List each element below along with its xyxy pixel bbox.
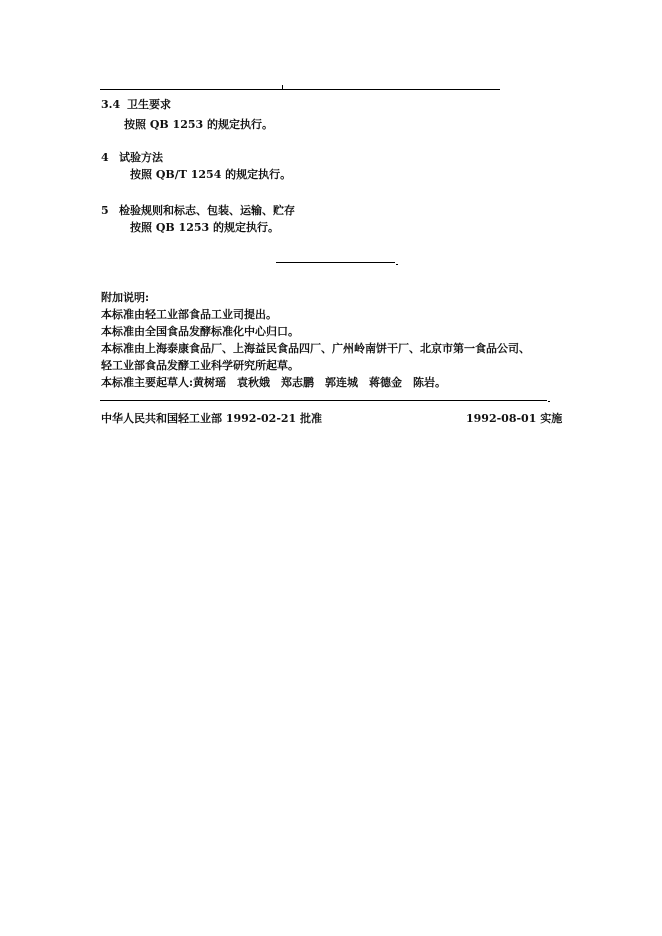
approval-date: 中华人民共和国轻工业部 1992-02-21 批准 [101,412,323,425]
implementation-date: 1992-08-01 实施 [466,412,563,425]
section-title: 检验规则和标志、包装、运输、贮存 [119,204,295,217]
section-body: 按照 QB 1253 的规定执行。 [124,118,273,131]
notes-line: 本标准主要起草人:黄树瑶 袁秋娥 郑志鹏 郭连城 蒋德金 陈岩。 [101,376,447,389]
header-rule [100,89,500,90]
footer-rule [100,400,547,401]
section-number: 3.4 [101,98,121,111]
notes-line: 本标准由轻工业部食品工业司提出。 [101,308,277,321]
notes-heading: 附加说明: [101,291,150,304]
section-body: 按照 QB 1253 的规定执行。 [130,221,279,234]
end-rule-mark [396,264,398,265]
section-body: 按照 QB/T 1254 的规定执行。 [130,168,292,181]
section-number: 4 [101,151,109,164]
section-title: 试验方法 [119,151,163,164]
section-title: 卫生要求 [127,98,171,111]
notes-line: 本标准由上海泰康食品厂、上海益民食品四厂、广州岭南饼干厂、北京市第一食品公司、 [101,342,530,355]
notes-line: 轻工业部食品发酵工业科学研究所起草。 [101,359,299,372]
section-number: 5 [101,204,109,217]
notes-line: 本标准由全国食品发酵标准化中心归口。 [101,325,299,338]
end-rule [276,262,395,263]
header-tick [282,85,283,89]
footer-rule-mark [548,401,550,402]
